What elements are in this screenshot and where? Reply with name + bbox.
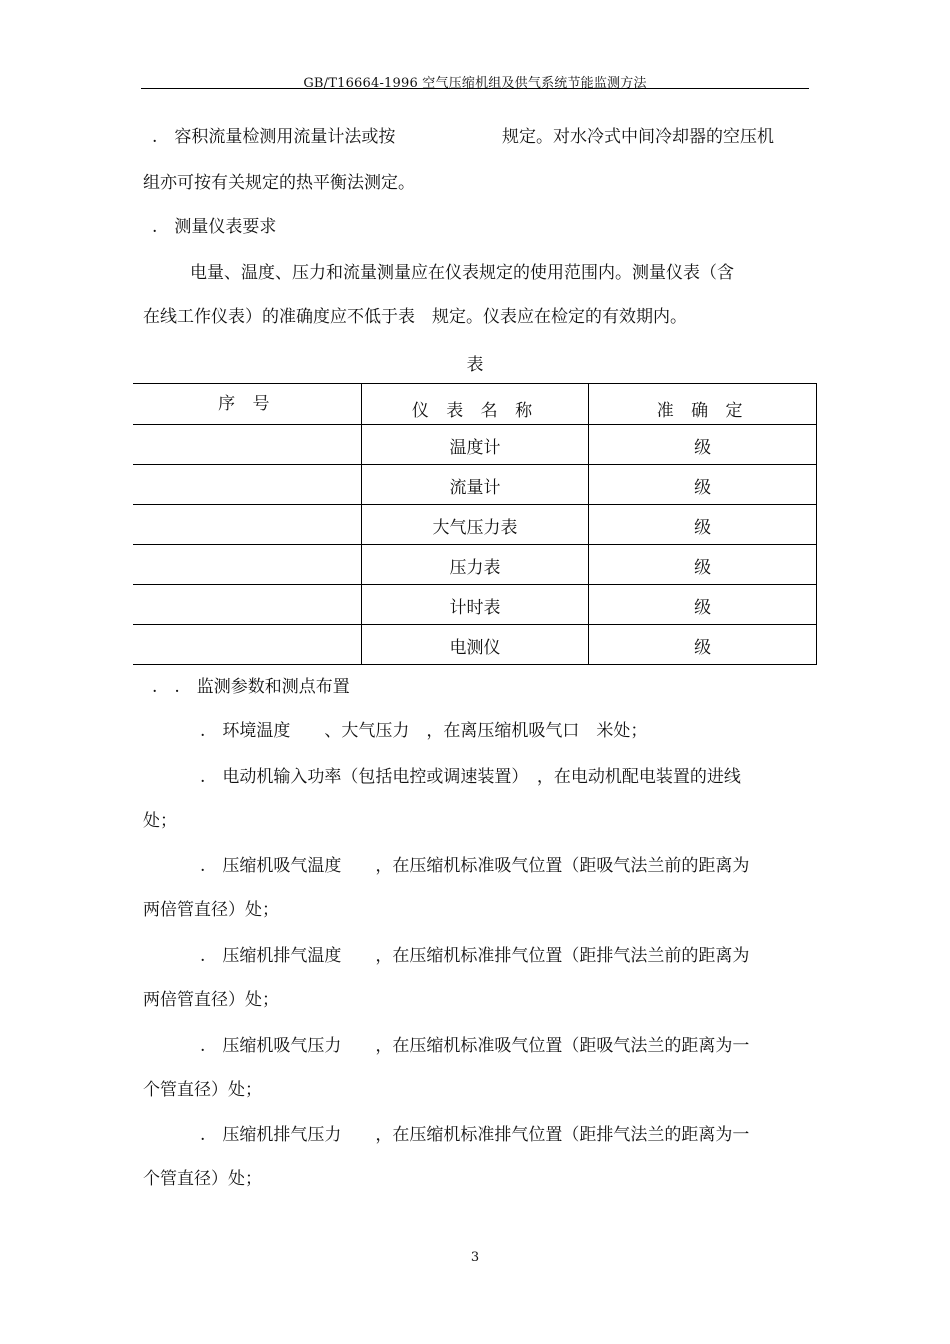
item-discharge-temperature-1: . 压缩机排气温度 ，在压缩机标准排气位置（距排气法兰前的距离为 — [200, 946, 750, 966]
instrument-table — [133, 383, 817, 665]
cell-serial — [133, 545, 361, 585]
page-number: 3 — [470, 1250, 480, 1265]
paragraph-flow-measure-b: 规定。对水冷式中间冷却器的空压机 — [502, 127, 774, 147]
item-ambient-temperature: . 环境温度 、大气压力 ，在离压缩机吸气口 米处； — [200, 721, 648, 741]
cell-instrument-name: 大气压力表 — [361, 505, 589, 545]
table-row — [133, 625, 817, 665]
header-accuracy: 准 确 定 — [589, 384, 817, 425]
item-discharge-pressure-2: 个管直径）处； — [143, 1169, 262, 1189]
page-header: GB/T16664-1996 空气压缩机组及供气系统节能监测方法 — [303, 76, 647, 91]
paragraph-flow-measure-cont: 组亦可按有关规定的热平衡法测定。 — [143, 173, 415, 193]
cell-instrument-name: 温度计 — [361, 425, 589, 465]
item-discharge-pressure-1: . 压缩机排气压力 ，在压缩机标准排气位置（距排气法兰的距离为一 — [200, 1125, 750, 1145]
item-discharge-temperature-2: 两倍管直径）处； — [143, 990, 279, 1010]
cell-serial — [133, 465, 361, 505]
table-caption: 表 — [466, 355, 484, 375]
cell-instrument-name: 压力表 — [361, 545, 589, 585]
cell-serial — [133, 505, 361, 545]
item-suction-temperature-2: 两倍管直径）处； — [143, 900, 279, 920]
header-serial: 序 号 — [133, 384, 361, 425]
table-row — [133, 545, 817, 585]
header-rule — [141, 88, 809, 89]
cell-accuracy: 级 — [589, 585, 817, 625]
cell-instrument-name: 电测仪 — [361, 625, 589, 665]
item-suction-temperature-1: . 压缩机吸气温度 ，在压缩机标准吸气位置（距吸气法兰前的距离为 — [200, 856, 750, 876]
header-instrument-name: 仪 表 名 称 — [361, 384, 589, 425]
table-row — [133, 505, 817, 545]
cell-accuracy: 级 — [589, 465, 817, 505]
item-motor-power-1: . 电动机输入功率（包括电控或调速装置） ，在电动机配电装置的进线 — [200, 767, 741, 787]
cell-accuracy: 级 — [589, 425, 817, 465]
item-motor-power-2: 处； — [143, 811, 177, 831]
item-suction-pressure-1: . 压缩机吸气压力 ，在压缩机标准吸气位置（距吸气法兰的距离为一 — [200, 1036, 750, 1056]
cell-accuracy: 级 — [589, 505, 817, 545]
table-row — [133, 465, 817, 505]
table-row — [133, 585, 817, 625]
cell-instrument-name: 计时表 — [361, 585, 589, 625]
cell-instrument-name: 流量计 — [361, 465, 589, 505]
paragraph-flow-measure-a: . 容积流量检测用流量计法或按 — [152, 127, 396, 147]
section-heading-monitoring: . . 监测参数和测点布置 — [152, 677, 350, 697]
cell-serial — [133, 425, 361, 465]
item-suction-pressure-2: 个管直径）处； — [143, 1080, 262, 1100]
cell-serial — [133, 585, 361, 625]
cell-accuracy: 级 — [589, 545, 817, 585]
table-header-row — [133, 384, 817, 425]
paragraph-instrument-req-2: 在线工作仪表）的准确度应不低于表 规定。仪表应在检定的有效期内。 — [143, 307, 687, 327]
cell-accuracy: 级 — [589, 625, 817, 665]
cell-serial — [133, 625, 361, 665]
paragraph-instrument-req-1: 电量、温度、压力和流量测量应在仪表规定的使用范围内。测量仪表（含 — [190, 263, 734, 283]
table-row — [133, 425, 817, 465]
paragraph-instrument-heading: . 测量仪表要求 — [152, 217, 277, 237]
